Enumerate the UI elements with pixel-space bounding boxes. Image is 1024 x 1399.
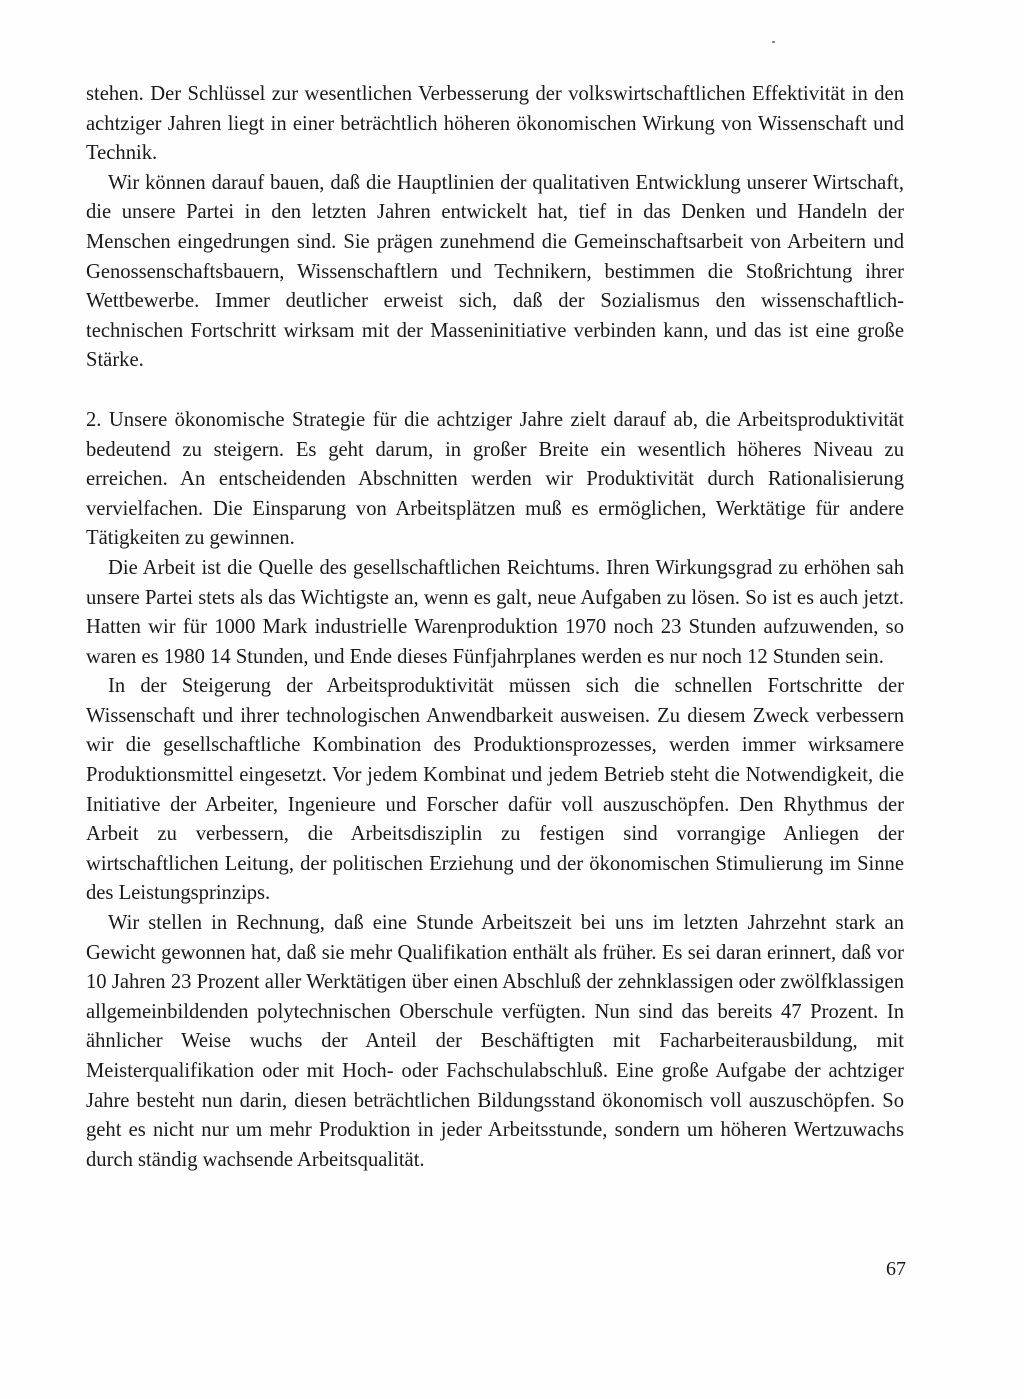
- numbered-section-paragraph: 2. Unsere ökonomische Strategie für die achtziger Jahre zielt darauf ab, die Arbeitsproduktivität bedeutend zu steigern. Es geht darum, in großer Breite ein wesentlich höheres Niveau zu erreichen. An entscheidenden Abschnitten werden wir Produktivität durch Rationalisierung vervielfachen. Die Einsparung von Arbeitsplätzen muß es ermöglichen, Werktätige für andere Tätigkeiten zu gewinnen.: [86, 408, 904, 550]
- paragraph-continuation: stehen. Der Schlüssel zur wesentlichen Verbesserung der volkswirtschaftlichen Effektivität in den achtziger Jahren liegt in einer beträchtlich höheren ökonomischen Wirkung von Wissenschaft und Technik.: [86, 83, 904, 165]
- paragraph: Wir können darauf bauen, daß die Hauptlinien der qualitativen Entwicklung unserer Wirtschaft, die unsere Partei in den letzten Jahren entwickelt hat, tief in das Denken und Handeln der Menschen eingedrungen sind. Sie prägen zunehmend die Gemeinschaftsarbeit von Arbeitern und Genossenschaftsbauern, Wissenschaftlern und Technikern, bestimmen die Stoßrichtung ihrer Wettbewerbe. Immer deutlicher erweist sich, daß der Sozialismus den wissenschaftlich-technischen Fortschritt wirksam mit der Masseninitiative verbinden kann, und das ist eine große Stärke.: [86, 171, 904, 372]
- paragraph: Die Arbeit ist die Quelle des gesellschaftlichen Reichtums. Ihren Wirkungsgrad zu erhöhen sah unsere Partei stets als das Wichtigste an, wenn es galt, neue Aufgaben zu lösen. So ist es auch jetzt. Hatten wir für 1000 Mark industrielle Warenproduktion 1970 noch 23 Stunden aufzuwenden, so waren es 1980 14 Stunden, und Ende dieses Fünfjahrplanes werden es nur noch 12 Stunden sein.: [86, 556, 904, 668]
- paragraph: In der Steigerung der Arbeitsproduktivität müssen sich die schnellen Fortschritte der Wissenschaft und ihrer technologischen Anwendbarkeit ausweisen. Zu diesem Zweck verbessern wir die gesellschaftliche Kombination des Produktionsprozesses, werden immer wirksamere Produktionsmittel eingesetzt. Vor jedem Kombinat und jedem Betrieb steht die Notwendigkeit, die Initiative der Arbeiter, Ingenieure und Forscher dafür voll auszuschöpfen. Den Rhythmus der Arbeit zu verbessern, die Arbeitsdisziplin zu festigen sind vorrangige Anliegen der wirtschaftlichen Leitung, der politischen Erziehung und der ökonomischen Stimulierung im Sinne des Leistungsprinzips.: [86, 675, 904, 905]
- paragraph: Wir stellen in Rechnung, daß eine Stunde Arbeitszeit bei uns im letzten Jahrzehnt stark an Gewicht gewonnen hat, daß sie mehr Qualifikation enthält als früher. Es sei daran erinnert, daß vor 10 Jahren 23 Prozent aller Werktätigen über einen Abschluß der zehnklassigen oder zwölfklassigen allgemeinbildenden polytechnischen Oberschule verfügten. Nun sind das bereits 47 Prozent. In ähnlicher Weise wuchs der Anteil der Beschäftigten mit Facharbeiterausbildung, mit Meisterqualifikation oder mit Hoch- oder Fachschulabschluß. Eine große Aufgabe der achtziger Jahre besteht nun darin, diesen beträchtlichen Bildungsstand ökonomisch voll auszuschöpfen. So geht es nicht nur um mehr Produktion in jeder Arbeitsstunde, sondern um höheren Wertzuwachs durch ständig wachsende Arbeitsqualität.: [86, 912, 904, 1171]
- body-text: [86, 80, 904, 1175]
- scan-speck: [772, 41, 775, 43]
- page-number: 67: [886, 1258, 906, 1280]
